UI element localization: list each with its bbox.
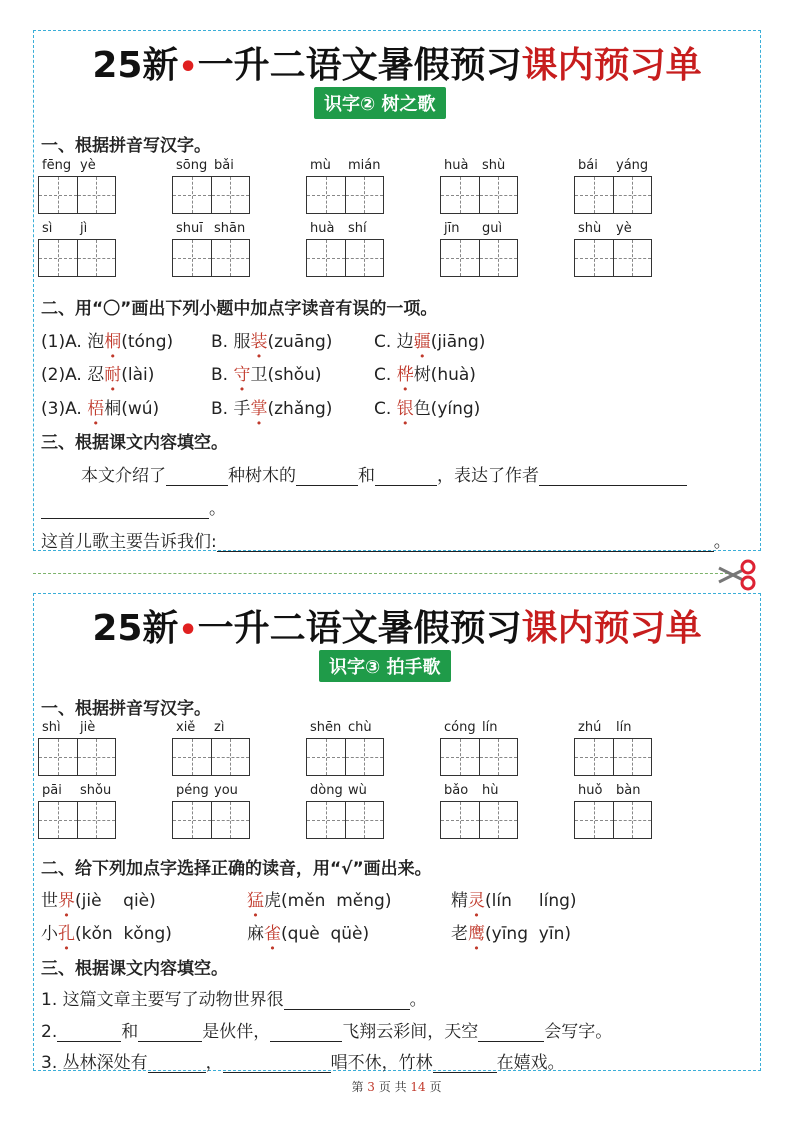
writing-cell[interactable] <box>78 802 116 838</box>
writing-cell[interactable] <box>480 240 518 276</box>
fill-sentence-2: 这首儿歌主要告诉我们: 。 <box>41 532 731 552</box>
writing-cell[interactable] <box>173 240 212 276</box>
pinyin-syllable: shì <box>42 720 61 735</box>
writing-cell[interactable] <box>212 739 250 775</box>
question-row: (1)A. 泡桐(tóng) <box>41 332 174 352</box>
pinyin-syllable: lín <box>482 720 498 735</box>
pinyin-syllable: you <box>214 783 238 798</box>
pinyin-syllable: guì <box>482 221 503 236</box>
option-b: B. 服装(zuāng) <box>211 332 333 352</box>
writing-cell[interactable] <box>39 739 78 775</box>
writing-cell[interactable] <box>307 177 346 213</box>
lesson-badge: 识字② 树之歌 <box>314 87 446 119</box>
writing-cell[interactable] <box>212 177 250 213</box>
writing-cell[interactable] <box>78 240 116 276</box>
writing-cell[interactable] <box>173 739 212 775</box>
scissors-icon <box>717 558 757 592</box>
writing-cell[interactable] <box>78 177 116 213</box>
writing-grid[interactable] <box>306 239 384 277</box>
writing-grid[interactable] <box>38 239 116 277</box>
pinyin-syllable: jì <box>80 221 88 236</box>
writing-cell[interactable] <box>480 739 518 775</box>
fill-sentence-3: 3. 丛林深处有 ， 唱不休，竹林 在嬉戏。 <box>41 1053 565 1073</box>
section-heading-3: 三、根据课文内容填空。 <box>41 433 228 453</box>
writing-cell[interactable] <box>441 177 480 213</box>
pinyin-syllable: mù <box>310 158 331 173</box>
pinyin-syllable: xiě <box>176 720 196 735</box>
writing-cell[interactable] <box>39 802 78 838</box>
writing-cell[interactable] <box>614 240 652 276</box>
option-c: C. 边疆(jiāng) <box>374 332 486 352</box>
writing-cell[interactable] <box>441 240 480 276</box>
writing-cell[interactable] <box>346 739 384 775</box>
writing-grid[interactable] <box>574 801 652 839</box>
section-heading-2: 二、给下列加点字选择正确的读音，用“√”画出来。 <box>41 859 432 879</box>
writing-grid[interactable] <box>440 738 518 776</box>
writing-grid[interactable] <box>172 738 250 776</box>
pinyin-syllable: bǎo <box>444 783 469 798</box>
writing-cell[interactable] <box>346 240 384 276</box>
pinyin-syllable: shuī <box>176 221 203 236</box>
writing-cell[interactable] <box>575 739 614 775</box>
pinyin-syllable: yáng <box>616 158 649 173</box>
writing-grid[interactable] <box>172 239 250 277</box>
pinyin-syllable: huà <box>444 158 469 173</box>
pinyin-syllable: dòng <box>310 783 343 798</box>
writing-grid[interactable] <box>440 239 518 277</box>
writing-grid[interactable] <box>172 801 250 839</box>
writing-cell[interactable] <box>441 802 480 838</box>
writing-cell[interactable] <box>39 177 78 213</box>
writing-cell[interactable] <box>575 240 614 276</box>
writing-cell[interactable] <box>212 802 250 838</box>
choice-item: 精灵(lín líng) <box>451 891 577 911</box>
writing-cell[interactable] <box>346 802 384 838</box>
pinyin-syllable: shí <box>348 221 367 236</box>
writing-cell[interactable] <box>173 802 212 838</box>
writing-cell[interactable] <box>307 739 346 775</box>
pinyin-syllable: bái <box>578 158 598 173</box>
pinyin-syllable: jiè <box>80 720 96 735</box>
option-c: C. 桦树(huà) <box>374 365 476 385</box>
pinyin-syllable: shǒu <box>80 783 112 798</box>
worksheet-card-lesson2 <box>33 30 761 551</box>
choice-item: 猛虎(měn měng) <box>247 891 392 911</box>
writing-cell[interactable] <box>307 240 346 276</box>
writing-cell[interactable] <box>575 802 614 838</box>
choice-item: 麻雀(què qüè) <box>247 924 370 944</box>
pinyin-syllable: bǎi <box>214 158 234 173</box>
writing-grid[interactable] <box>574 738 652 776</box>
section-heading-1: 一、根据拼音写汉字。 <box>41 699 211 719</box>
cut-line <box>33 573 733 574</box>
writing-cell[interactable] <box>575 177 614 213</box>
writing-grid[interactable] <box>306 801 384 839</box>
pinyin-syllable: shēn <box>310 720 342 735</box>
pinyin-syllable: shān <box>214 221 246 236</box>
pinyin-syllable: wù <box>348 783 367 798</box>
writing-grid[interactable] <box>306 176 384 214</box>
pinyin-syllable: fēng <box>42 158 72 173</box>
option-c: C. 银色(yíng) <box>374 399 481 419</box>
writing-cell[interactable] <box>480 177 518 213</box>
choice-item: 老鹰(yīng yīn) <box>451 924 571 944</box>
choice-item: 小孔(kǒn kǒng) <box>41 924 172 944</box>
writing-cell[interactable] <box>212 240 250 276</box>
pinyin-syllable: shù <box>482 158 506 173</box>
pinyin-syllable: bàn <box>616 783 641 798</box>
writing-grid[interactable] <box>38 176 116 214</box>
option-b: B. 手掌(zhǎng) <box>211 399 333 419</box>
writing-grid[interactable] <box>440 801 518 839</box>
pinyin-syllable: zhú <box>578 720 602 735</box>
question-row: (2)A. 忍耐(lài) <box>41 365 155 385</box>
pinyin-syllable: huà <box>310 221 335 236</box>
section-heading-1: 一、根据拼音写汉字。 <box>41 136 211 156</box>
pinyin-syllable: shù <box>578 221 602 236</box>
pinyin-syllable: yè <box>80 158 96 173</box>
writing-cell[interactable] <box>480 802 518 838</box>
page-footer: 第 3 页 共 14 页 <box>351 1080 442 1094</box>
pinyin-syllable: zì <box>214 720 225 735</box>
page-title: 25新•一升二语文暑假预习课内预习单 <box>92 45 702 86</box>
lesson-badge: 识字③ 拍手歌 <box>319 650 451 682</box>
writing-grid[interactable] <box>38 738 116 776</box>
fill-sentence-2: 2. 和 是伙伴， 飞翔云彩间，天空 会写字。 <box>41 1022 613 1042</box>
fill-sentence-1: 1. 这篇文章主要写了动物世界很 。 <box>41 990 427 1010</box>
pinyin-syllable: jīn <box>444 221 460 236</box>
fill-sentence-1: 本文介绍了 种树木的 和 ，表达了作者 <box>81 461 687 486</box>
writing-cell[interactable] <box>614 802 652 838</box>
section-heading-3: 三、根据课文内容填空。 <box>41 959 228 979</box>
pinyin-syllable: péng <box>176 783 209 798</box>
writing-cell[interactable] <box>346 177 384 213</box>
writing-cell[interactable] <box>173 177 212 213</box>
writing-grid[interactable] <box>574 176 652 214</box>
page-title: 25新•一升二语文暑假预习课内预习单 <box>92 608 702 649</box>
pinyin-syllable: mián <box>348 158 381 173</box>
writing-grid[interactable] <box>306 738 384 776</box>
pinyin-syllable: lín <box>616 720 632 735</box>
writing-cell[interactable] <box>78 739 116 775</box>
writing-cell[interactable] <box>614 739 652 775</box>
pinyin-syllable: chù <box>348 720 372 735</box>
fill-sentence-1-cont: 。 <box>41 494 226 519</box>
pinyin-syllable: huǒ <box>578 783 603 798</box>
writing-grid[interactable] <box>38 801 116 839</box>
question-row: (3)A. 梧桐(wú) <box>41 399 160 419</box>
option-b: B. 守卫(shǒu) <box>211 365 322 385</box>
pinyin-syllable: cóng <box>444 720 476 735</box>
writing-grid[interactable] <box>440 176 518 214</box>
writing-cell[interactable] <box>39 240 78 276</box>
pinyin-syllable: hù <box>482 783 499 798</box>
worksheet-card-lesson3 <box>33 593 761 1071</box>
pinyin-syllable: sōng <box>176 158 208 173</box>
writing-grid[interactable] <box>574 239 652 277</box>
pinyin-syllable: sì <box>42 221 53 236</box>
pinyin-syllable: pāi <box>42 783 62 798</box>
pinyin-syllable: yè <box>616 221 632 236</box>
writing-grid[interactable] <box>172 176 250 214</box>
writing-cell[interactable] <box>614 177 652 213</box>
writing-cell[interactable] <box>441 739 480 775</box>
section-heading-2: 二、用“〇”画出下列小题中加点字读音有误的一项。 <box>41 299 438 319</box>
writing-cell[interactable] <box>307 802 346 838</box>
choice-item: 世界(jiè qiè) <box>41 891 156 911</box>
